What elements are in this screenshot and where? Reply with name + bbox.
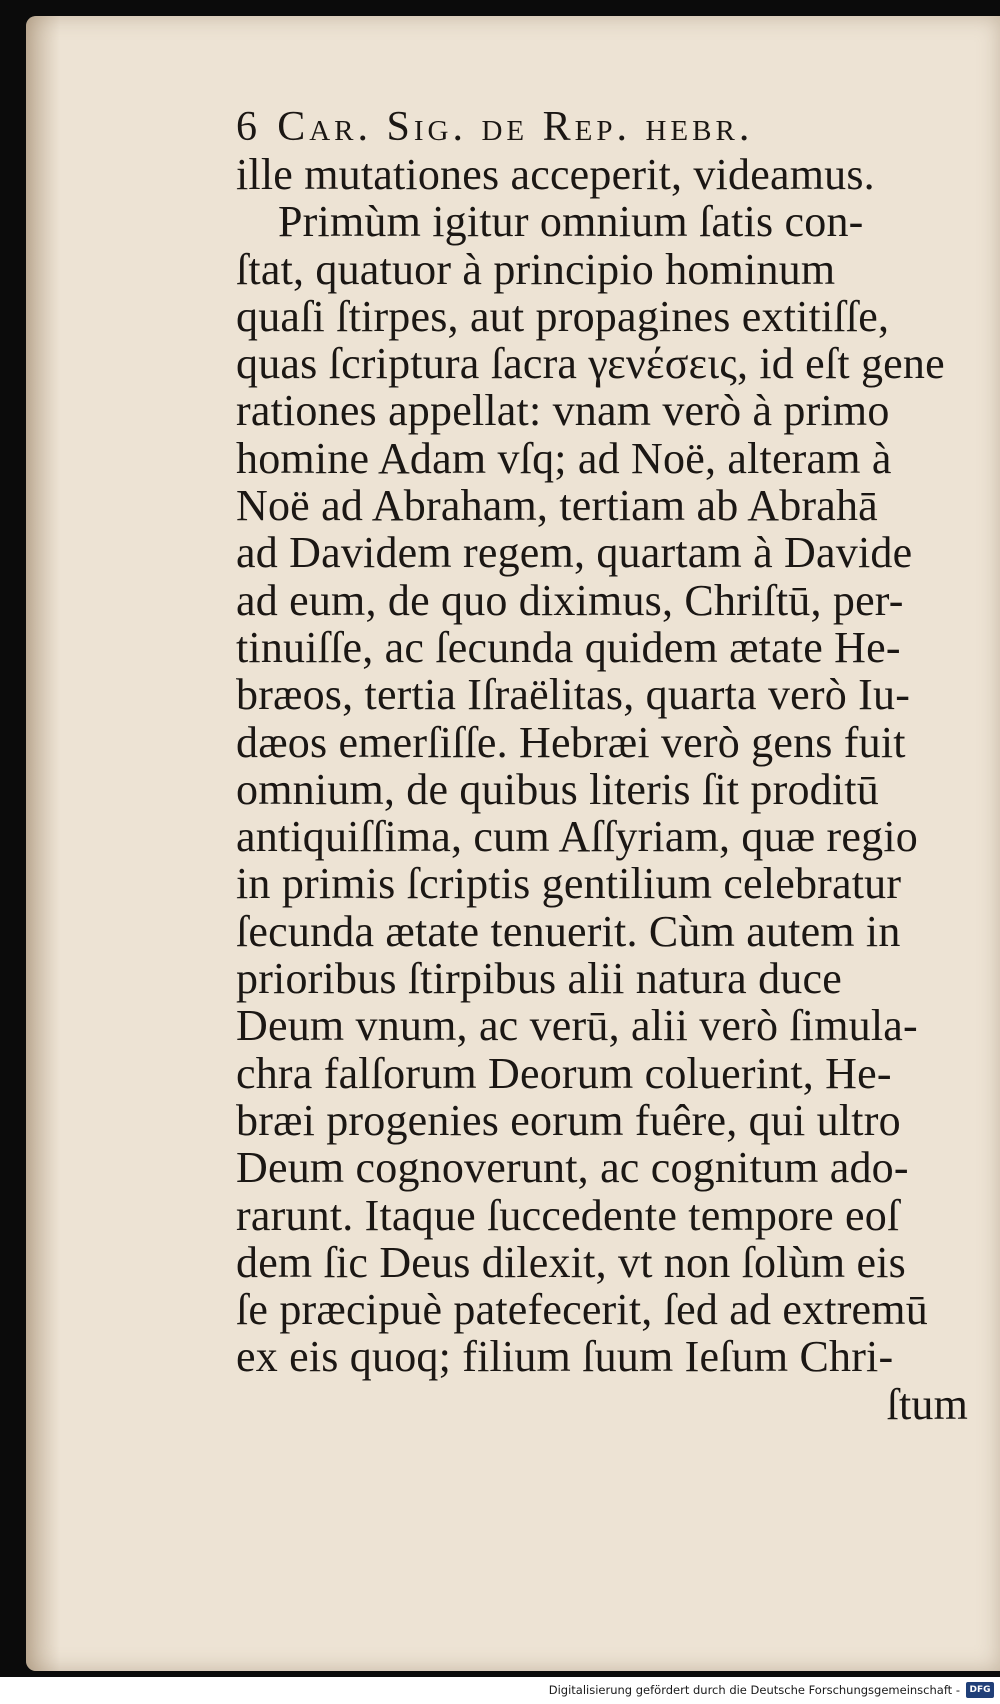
text-line: rationes appellat: vnam verò à primo — [236, 386, 890, 436]
text-line: ex eis quoq; filium ſuum Ieſum Chri- — [236, 1332, 894, 1382]
funding-credit: Digitalisierung gefördert durch die Deutsche Forschungsgemeinschaft - — [548, 1683, 960, 1697]
text-line: bræos, tertia Iſraëlitas, quarta verò Iu- — [236, 670, 911, 720]
text-line: dæos emerſiſſe. Hebræi verò gens fuit — [236, 717, 906, 767]
running-head — [236, 104, 976, 151]
text-line: ſe præcipuè patefecerit, ſed ad extremū — [236, 1285, 928, 1335]
text-line: ille mutationes acceperit, videamus. — [236, 150, 875, 199]
text-line: Noë ad Abraham, tertiam ab Abrahā — [236, 481, 878, 531]
text-line: tinuiſſe, ac ſecunda quidem ætate He- — [236, 622, 901, 672]
text-line: Primùm igitur omnium ſatis con- — [278, 197, 864, 247]
running-title: Car. Sig. de Rep. hebr. — [277, 104, 754, 150]
text-line: antiquiſſima, cum Aſſyriam, quæ regio — [236, 812, 918, 862]
text-block — [236, 104, 976, 1428]
text-line: Deum cognoverunt, ac cognitum ado- — [236, 1143, 909, 1193]
text-line: chra falſorum Deorum coluerint, He- — [236, 1048, 892, 1098]
text-line: omnium, de quibus literis ſit proditū — [236, 764, 879, 814]
text-line: Deum vnum, ac verū, alii verò ſimula- — [236, 1001, 918, 1051]
text-line: quaſi ſtirpes, aut propagines extitiſſe, — [236, 291, 890, 341]
text-line: ſecunda ætate tenuerit. Cùm autem in — [236, 906, 901, 956]
text-line: ſtat, quatuor à principio hominum — [236, 244, 836, 294]
text-line: ad eum, de quo diximus, Chriſtū, per- — [236, 575, 904, 625]
text-line: homine Adam vſq; ad Noë, alteram à — [236, 433, 892, 483]
book-page — [26, 16, 1000, 1671]
digitization-footer — [0, 1677, 1000, 1704]
text-line: bræi progenies eorum fuêre, qui ultro — [236, 1095, 901, 1145]
catchword: ſtum — [886, 1379, 968, 1429]
text-line: ad Davidem regem, quartam à Davide — [236, 528, 913, 578]
text-line: rarunt. Itaque ſuccedente tempore eoſ — [236, 1190, 900, 1240]
text-line: quas ſcriptura ſacra γενέσεις, id eſt gene — [236, 339, 945, 389]
text-line: dem ſic Deus dilexit, vt non ſolùm eis — [236, 1237, 906, 1287]
dfg-logo-icon: DFG — [966, 1682, 994, 1698]
text-line: in primis ſcriptis gentilium celebratur — [236, 859, 902, 909]
text-line: prioribus ſtirpibus alii natura duce — [236, 954, 842, 1004]
page-number: 6 — [236, 104, 258, 150]
